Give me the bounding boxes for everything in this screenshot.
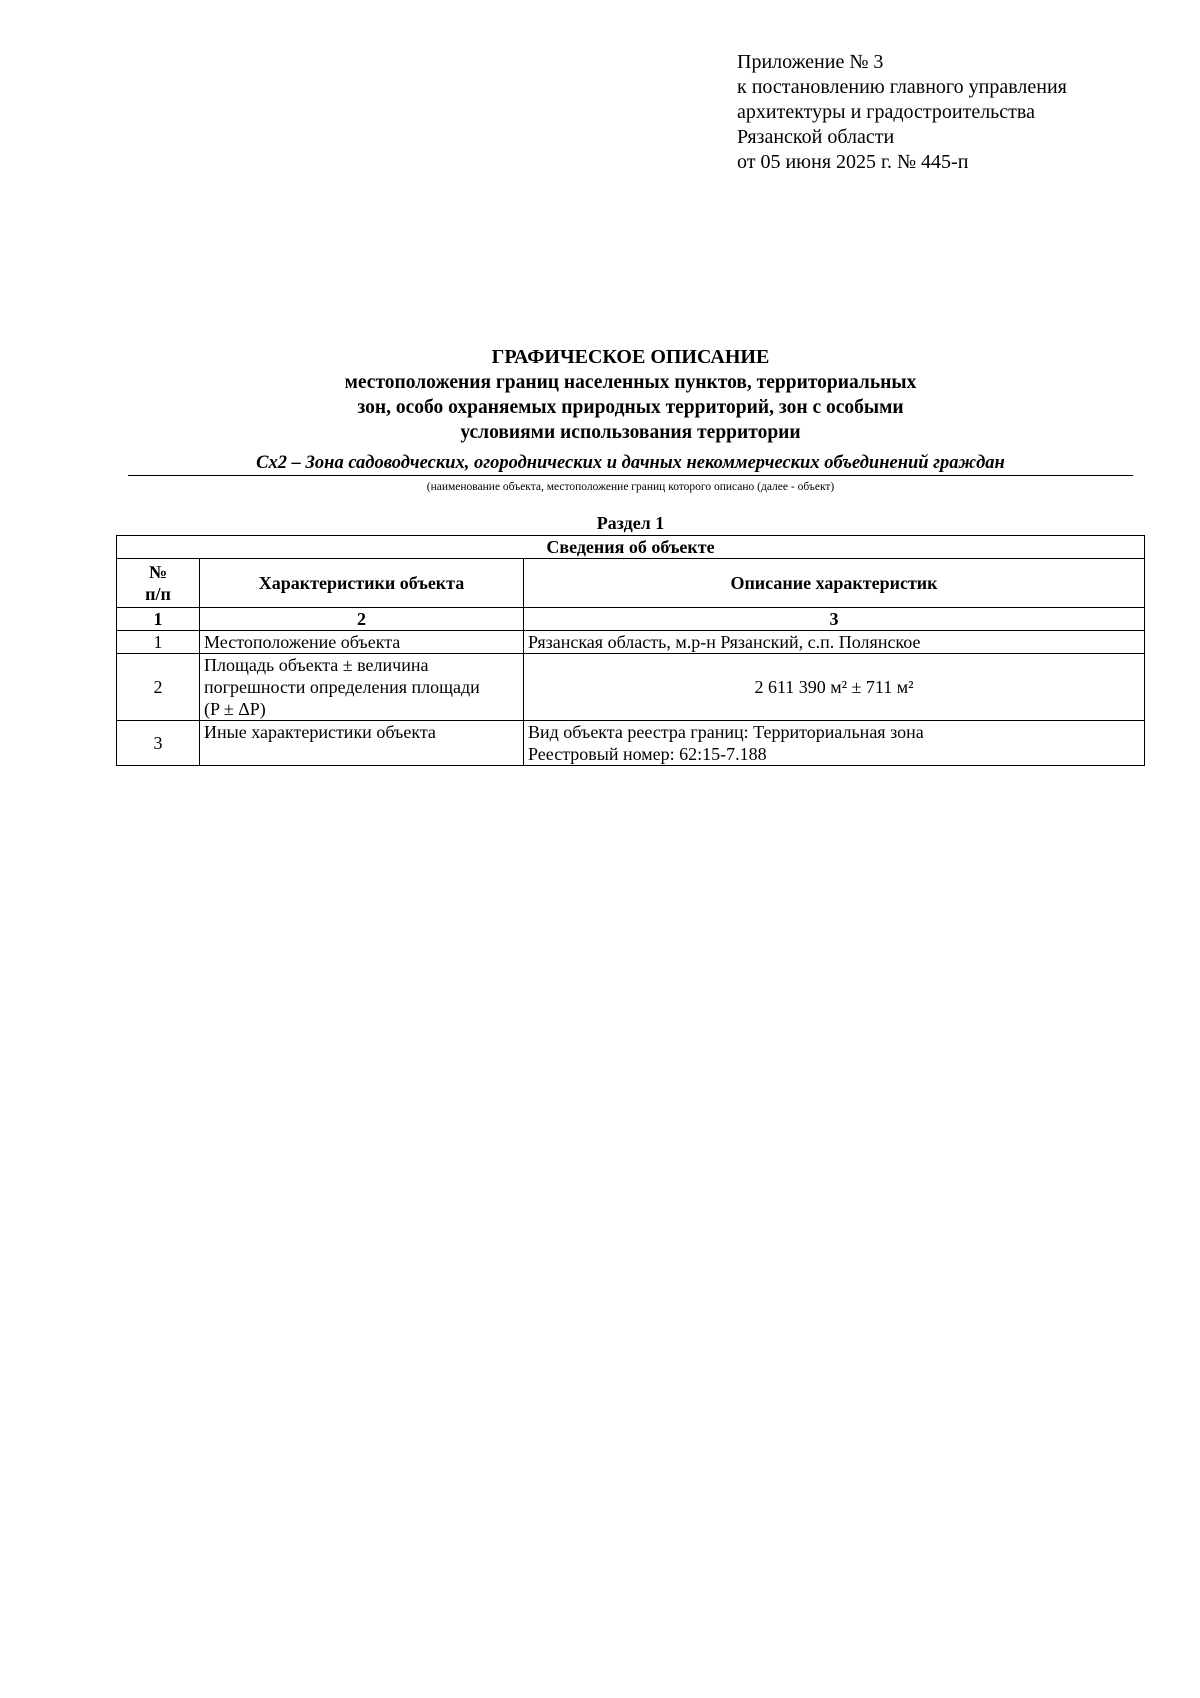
object-caption: (наименование объекта, местоположение границ которого описано (далее - объект) xyxy=(426,481,835,493)
column-number: 3 xyxy=(524,608,1145,631)
appendix-line: Приложение № 3 xyxy=(737,51,884,73)
row-characteristic xyxy=(200,654,524,721)
appendix-line: архитектуры и градостроительства xyxy=(737,101,1035,123)
document-subtitle-line: местоположения границ населенных пунктов, территориальных xyxy=(344,372,917,393)
document-subtitle-line: зон, особо охраняемых природных территорий, зон с особыми xyxy=(357,397,904,418)
column-header-characteristic: Характеристики объекта xyxy=(200,559,524,608)
row-description-line: Реестровый номер: 62:15-7.188 xyxy=(528,744,767,764)
row-description xyxy=(524,721,1145,766)
document-title: ГРАФИЧЕСКОЕ ОПИСАНИЕ xyxy=(491,346,770,368)
appendix-line: от 05 июня 2025 г. № 445-п xyxy=(737,151,969,173)
object-name: Сх2 – Зона садоводческих, огороднических и дачных некоммерческих объединений граждан xyxy=(128,452,1133,476)
row-number: 3 xyxy=(117,721,200,766)
row-characteristic-line: погрешности определения площади xyxy=(204,677,480,697)
column-header-number: № п/п xyxy=(117,559,200,608)
row-characteristic-line: Площадь объекта ± величина xyxy=(204,655,429,675)
row-characteristic: Иные характеристики объекта xyxy=(200,721,524,766)
appendix-line: Рязанской области xyxy=(737,126,895,148)
appendix-header xyxy=(737,50,1067,175)
object-info-table xyxy=(116,535,1145,766)
row-characteristic: Местоположение объекта xyxy=(200,631,524,654)
row-description: 2 611 390 м² ± 711 м² xyxy=(524,654,1145,721)
column-number: 1 xyxy=(117,608,200,631)
column-number-row xyxy=(117,608,1145,631)
row-description-line: Вид объекта реестра границ: Территориальная зона xyxy=(528,722,924,742)
row-number: 2 xyxy=(117,654,200,721)
row-description: Рязанская область, м.р-н Рязанский, с.п. Полянское xyxy=(524,631,1145,654)
row-number: 1 xyxy=(117,631,200,654)
appendix-line: к постановлению главного управления xyxy=(737,76,1067,98)
column-number: 2 xyxy=(200,608,524,631)
table-row xyxy=(117,721,1145,766)
table-row xyxy=(117,631,1145,654)
column-header-description: Описание характеристик xyxy=(524,559,1145,608)
document-title-block xyxy=(128,345,1133,445)
table-title-row xyxy=(117,536,1145,559)
section-title: Раздел 1 xyxy=(596,513,665,533)
table-row xyxy=(117,654,1145,721)
row-characteristic-line: (P ± ΔP) xyxy=(204,699,266,719)
document-subtitle-line: условиями использования территории xyxy=(460,422,801,443)
table-title: Сведения об объекте xyxy=(117,536,1145,559)
table-header-row xyxy=(117,559,1145,608)
